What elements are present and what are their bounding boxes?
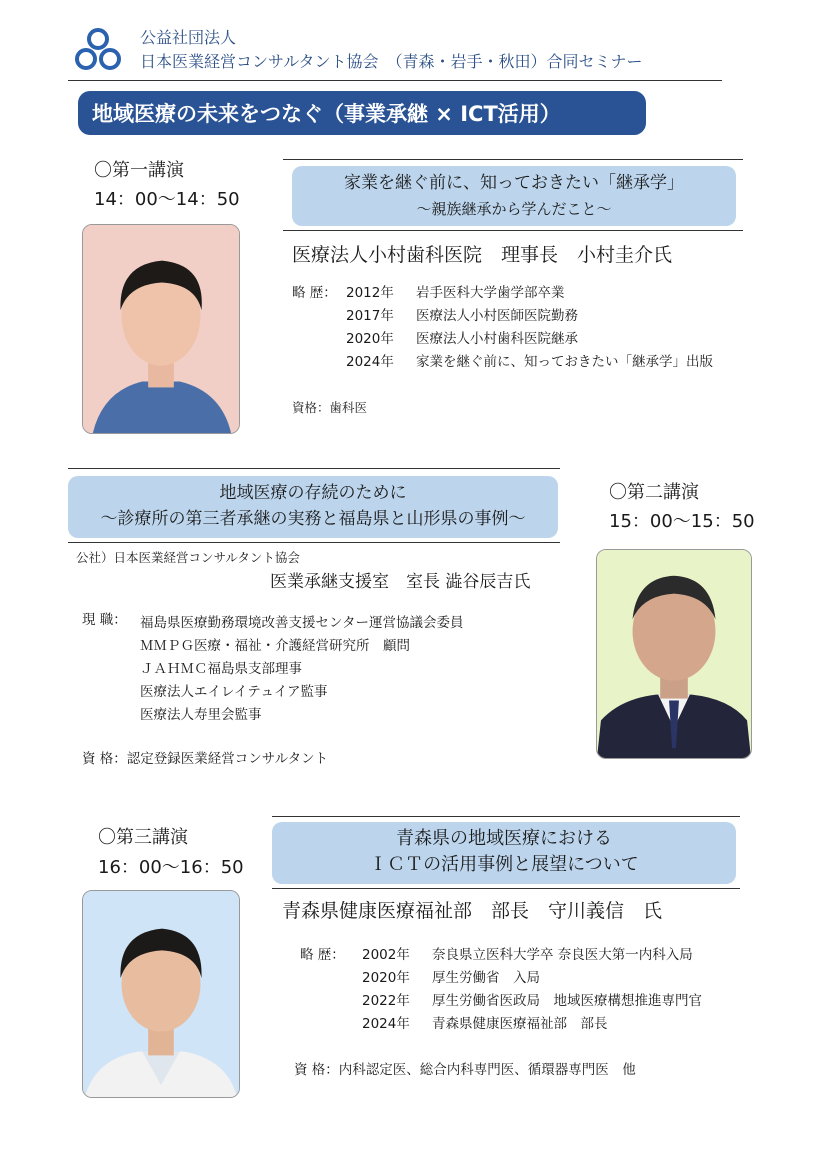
lecture1-history [346, 282, 713, 374]
lecture3-rule-bottom [272, 888, 740, 889]
lecture2-speaker: 医業承継支援室 室長 澁谷辰吉氏 [270, 572, 531, 592]
logo [74, 26, 122, 74]
main-banner: 地域医療の未来をつなぐ（事業承継 × ICT活用） [78, 91, 646, 135]
lecture3-title: 青森県の地域医療における [396, 828, 612, 849]
lecture1-qualification: 資格：歯科医 [292, 400, 368, 415]
history-row: 2012年 岩手医科大学歯学部卒業 [346, 285, 565, 301]
lecture3-rule-top [272, 816, 740, 817]
position-item: 医療法人エイレイテュイア監事 [140, 684, 328, 700]
lecture2-rule-bottom [68, 542, 560, 543]
history-row: 2024年 家業を継ぐ前に、知っておきたい「継承学」出版 [346, 354, 713, 370]
lecture1-title-box [292, 166, 736, 226]
history-row: 2002年 奈良県立医科大学卒 奈良医大第一内科入局 [362, 947, 693, 963]
lecture2-org: 公社）日本医業経営コンサルタント協会 [76, 550, 300, 565]
lecture2-qualification: 資 格：認定登録医業経営コンサルタント [82, 751, 329, 767]
history-row: 2020年 医療法人小村歯科医院継承 [346, 331, 578, 347]
lecture2-number: 〇第二講演 [609, 482, 699, 503]
lecture2-rule-top [68, 468, 560, 469]
lecture2-subtitle: ～診療所の第三者承継の実務と福島県と山形県の事例～ [100, 509, 526, 529]
lecture3-title-box [272, 822, 736, 884]
position-item: 福島県医療勤務環境改善支援センター運営協議会委員 [140, 615, 464, 631]
position-item: ＭＭＰＧ医療・福祉・介護経営研究所 顧問 [140, 638, 410, 654]
lecture3-speaker-photo [82, 890, 240, 1098]
lecture1-rule-bottom [283, 230, 743, 231]
position-item: ＪＡＨＭＣ福島県支部理事 [140, 661, 302, 677]
lecture2-speaker-photo [596, 549, 752, 759]
lecture3-history-label: 略 歴： [300, 947, 345, 963]
lecture3-speaker: 青森県健康医療福祉部 部長 守川義信 氏 [282, 900, 663, 922]
history-row: 2024年 青森県健康医療福祉部 部長 [362, 1016, 608, 1032]
lecture2-positions [140, 612, 463, 727]
lecture2-time: 15：00～15：50 [609, 511, 755, 532]
lecture1-rule-top [283, 159, 743, 160]
lecture3-time: 16：00～16：50 [98, 857, 244, 878]
lecture1-subtitle: ～親族継承から学んだこと～ [416, 200, 612, 218]
lecture1-history-label: 略 歴： [292, 285, 337, 301]
lecture1-number: 〇第一講演 [94, 160, 184, 181]
history-row: 2017年 医療法人小村医師医院勤務 [346, 308, 578, 324]
lecture2-title-box [68, 476, 558, 538]
lecture1-speaker-photo [82, 224, 240, 434]
seminar-title: 日本医業経営コンサルタント協会 （青森・岩手・秋田）合同セミナー [140, 52, 643, 71]
lecture1-time: 14：00～14：50 [94, 189, 240, 210]
lecture3-history [362, 944, 702, 1036]
lecture1-title: 家業を継ぐ前に、知っておきたい「継承学」 [344, 173, 684, 193]
lecture2-positions-label: 現 職： [82, 612, 127, 628]
position-item: 医療法人寿里会監事 [140, 707, 262, 723]
header-divider [68, 80, 722, 81]
lecture1-speaker: 医療法人小村歯科医院 理事長 小村圭介氏 [292, 244, 673, 266]
lecture3-qualification: 資 格：内科認定医、総合内科専門医、循環器専門医 他 [294, 1062, 636, 1078]
lecture2-title: 地域医療の存続のために [219, 483, 407, 503]
lecture3-subtitle: ＩＣＴの活用事例と展望について [369, 854, 639, 875]
org-name: 公益社団法人 [140, 28, 237, 47]
history-row: 2022年 厚生労働省医政局 地域医療構想推進専門官 [362, 993, 702, 1009]
lecture3-number: 〇第三講演 [98, 827, 188, 848]
history-row: 2020年 厚生労働省 入局 [362, 970, 540, 986]
